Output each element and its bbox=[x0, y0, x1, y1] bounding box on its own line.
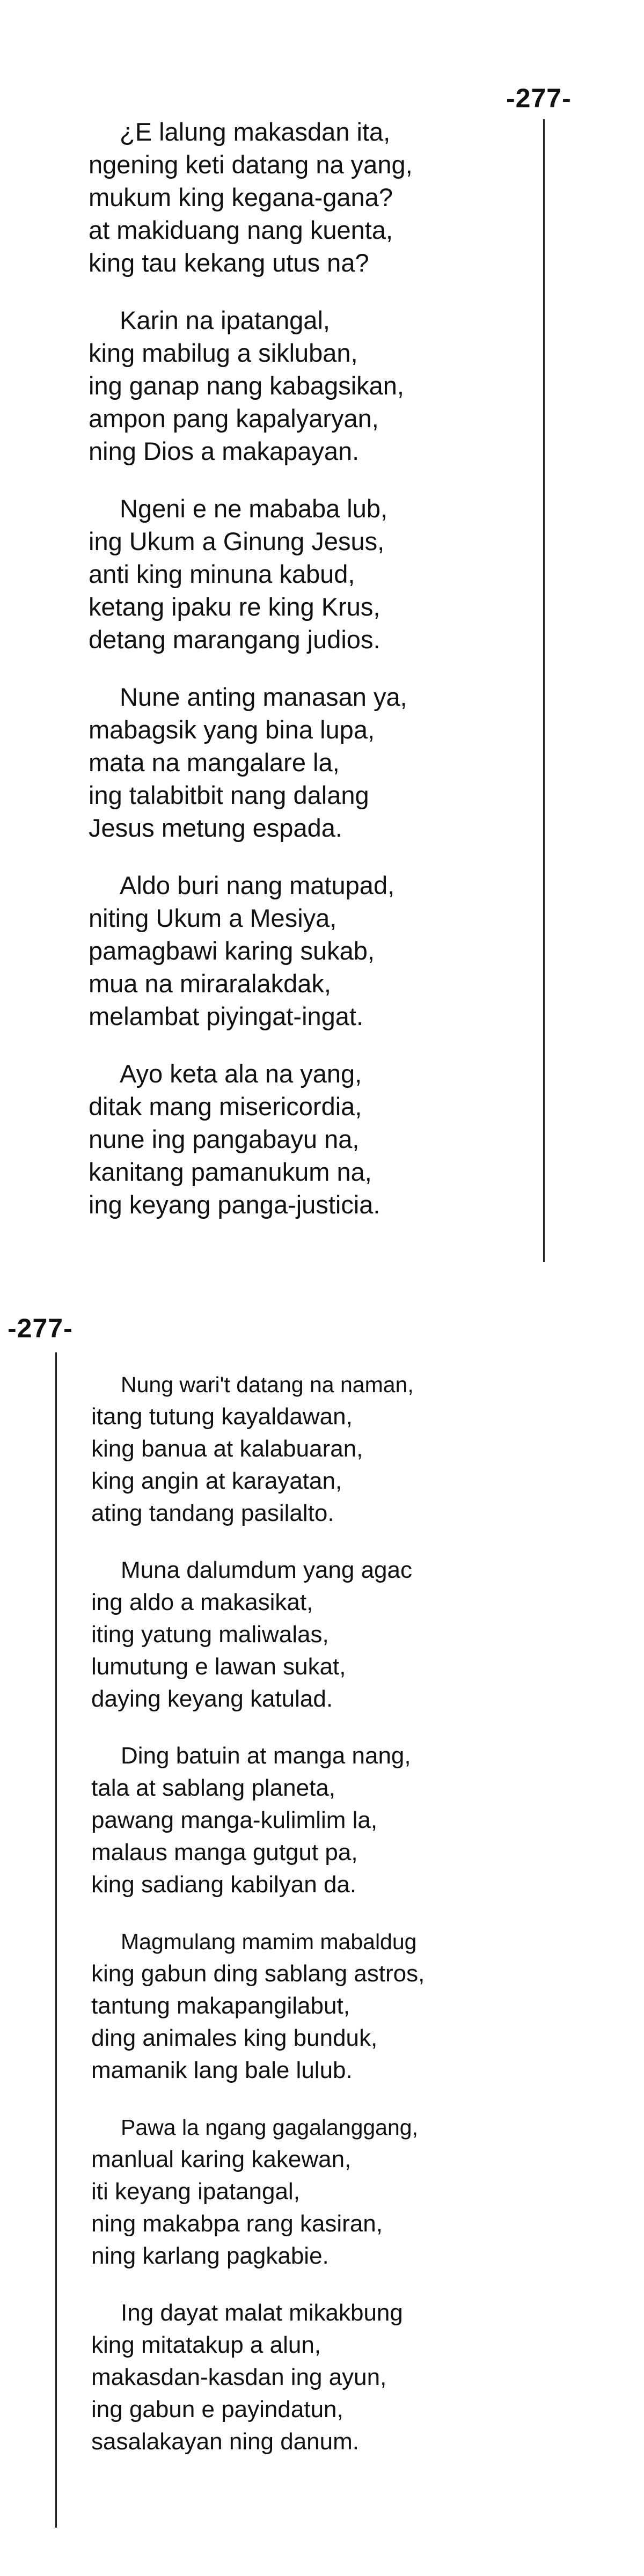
verse-line: Aldo buri nang matupad, bbox=[120, 871, 395, 899]
verse-line: Ding batuin at manga nang, bbox=[121, 1743, 411, 1769]
stanza bbox=[89, 304, 534, 467]
stanza bbox=[91, 2297, 574, 2458]
verse-line: ing keyang panga-justicia. bbox=[89, 1190, 380, 1219]
verse-line: ditak mang misericordia, bbox=[89, 1092, 362, 1121]
verse-line: king mabilug a sikluban, bbox=[89, 339, 358, 367]
verse-line: ampon pang kapalyaryan, bbox=[89, 404, 379, 433]
verse-line: ngening keti datang na yang, bbox=[89, 150, 413, 179]
stanza bbox=[91, 1926, 574, 2087]
verse-line: itang tutung kayaldawan, bbox=[91, 1403, 353, 1430]
verse-line: king mitatakup a alun, bbox=[91, 2332, 321, 2358]
stanza bbox=[91, 2111, 574, 2272]
verse-line: king banua at kalabuaran, bbox=[91, 1436, 363, 1462]
page-top bbox=[0, 0, 644, 1277]
verse-line: pamagbawi karing sukab, bbox=[89, 936, 375, 965]
verse-line: iting yatung maliwalas, bbox=[91, 1621, 329, 1648]
stanza bbox=[89, 869, 534, 1033]
verse-line: nune ing pangabayu na, bbox=[89, 1125, 360, 1153]
verse-line: Ngeni e ne mababa lub, bbox=[120, 494, 388, 523]
verse-line: ing aldo a makasikat, bbox=[91, 1589, 313, 1615]
margin-rule bbox=[543, 119, 545, 1262]
verse-line: Jesus metung espada. bbox=[89, 814, 342, 842]
verse-line: Karin na ipatangal, bbox=[120, 306, 330, 334]
verse-line: manlual karing kakewan, bbox=[91, 2146, 352, 2172]
verse-line: Ing dayat malat mikakbung bbox=[121, 2300, 403, 2326]
verse-line: detang marangang judios. bbox=[89, 625, 380, 654]
verse-line: Ayo keta ala na yang, bbox=[120, 1059, 362, 1088]
verse-line: ating tandang pasilalto. bbox=[91, 1500, 334, 1526]
verse-line: ning Dios a makapayan. bbox=[89, 437, 360, 465]
verse-line: tantung makapangilabut, bbox=[91, 1993, 350, 2019]
verse-line: ing talabitbit nang dalang bbox=[89, 781, 369, 809]
verse-line: mua na miraralakdak, bbox=[89, 969, 331, 998]
verse-line: daying keyang katulad. bbox=[91, 1686, 333, 1712]
verse-line: ing ganap nang kabagsikan, bbox=[89, 371, 404, 400]
stanza bbox=[89, 680, 534, 844]
verse-line: mamanik lang bale lulub. bbox=[91, 2057, 353, 2083]
verse-line: mata na mangalare la, bbox=[89, 748, 340, 777]
verse-line: mukum king kegana-gana? bbox=[89, 183, 393, 211]
verse-line: Pawa la ngang gagalanggang, bbox=[121, 2115, 418, 2140]
verse-line: niting Ukum a Mesiya, bbox=[89, 904, 337, 932]
verse-line: king sadiang kabilyan da. bbox=[91, 1871, 357, 1898]
verse-line: ing Ukum a Ginung Jesus, bbox=[89, 527, 385, 555]
verse-line: ing gabun e payindatun, bbox=[91, 2396, 343, 2423]
verse-line: ning makabpa rang kasiran, bbox=[91, 2211, 383, 2237]
verse-line: Magmulang mamim mabaldug bbox=[121, 1929, 417, 1954]
stanza bbox=[91, 1740, 574, 1901]
verse-line: king gabun ding sablang astros, bbox=[91, 1960, 425, 1987]
verse-line: makasdan-kasdan ing ayun, bbox=[91, 2364, 387, 2390]
verse-line: mabagsik yang bina lupa, bbox=[89, 715, 375, 744]
verse-line: pawang manga-kulimlim la, bbox=[91, 1807, 378, 1833]
page-number: -277- bbox=[8, 1313, 73, 1343]
poem-column bbox=[91, 1368, 574, 2483]
verse-line: ning karlang pagkabie. bbox=[91, 2243, 329, 2269]
stanza bbox=[89, 1057, 534, 1221]
stanza bbox=[89, 492, 534, 656]
verse-line: Muna dalumdum yang agac bbox=[121, 1557, 412, 1583]
verse-line: sasalakayan ning danum. bbox=[91, 2428, 359, 2455]
verse-line: ding animales king bunduk, bbox=[91, 2025, 378, 2051]
verse-line: kanitang pamanukum na, bbox=[89, 1158, 372, 1186]
stanza bbox=[91, 1368, 574, 1529]
verse-line: ketang ipaku re king Krus, bbox=[89, 592, 380, 621]
margin-rule bbox=[55, 1352, 57, 2528]
stanza bbox=[89, 115, 534, 279]
stanza bbox=[91, 1554, 574, 1715]
verse-line: iti keyang ipatangal, bbox=[91, 2178, 300, 2205]
verse-line: Nung wari't datang na naman, bbox=[121, 1372, 414, 1397]
verse-line: melambat piyingat-ingat. bbox=[89, 1002, 364, 1030]
verse-line: anti king minuna kabud, bbox=[89, 560, 355, 588]
verse-line: malaus manga gutgut pa, bbox=[91, 1839, 358, 1865]
page-bottom bbox=[0, 1277, 644, 2576]
verse-line: lumutung e lawan sukat, bbox=[91, 1653, 346, 1680]
verse-line: Nune anting manasan ya, bbox=[120, 683, 407, 711]
verse-line: at makiduang nang kuenta, bbox=[89, 216, 393, 244]
verse-line: tala at sablang planeta, bbox=[91, 1775, 336, 1801]
poem-column bbox=[89, 115, 534, 1246]
page-number: -277- bbox=[506, 83, 572, 113]
verse-line: king tau kekang utus na? bbox=[89, 248, 369, 277]
verse-line: ¿E lalung makasdan ita, bbox=[120, 118, 391, 146]
verse-line: king angin at karayatan, bbox=[91, 1468, 342, 1494]
